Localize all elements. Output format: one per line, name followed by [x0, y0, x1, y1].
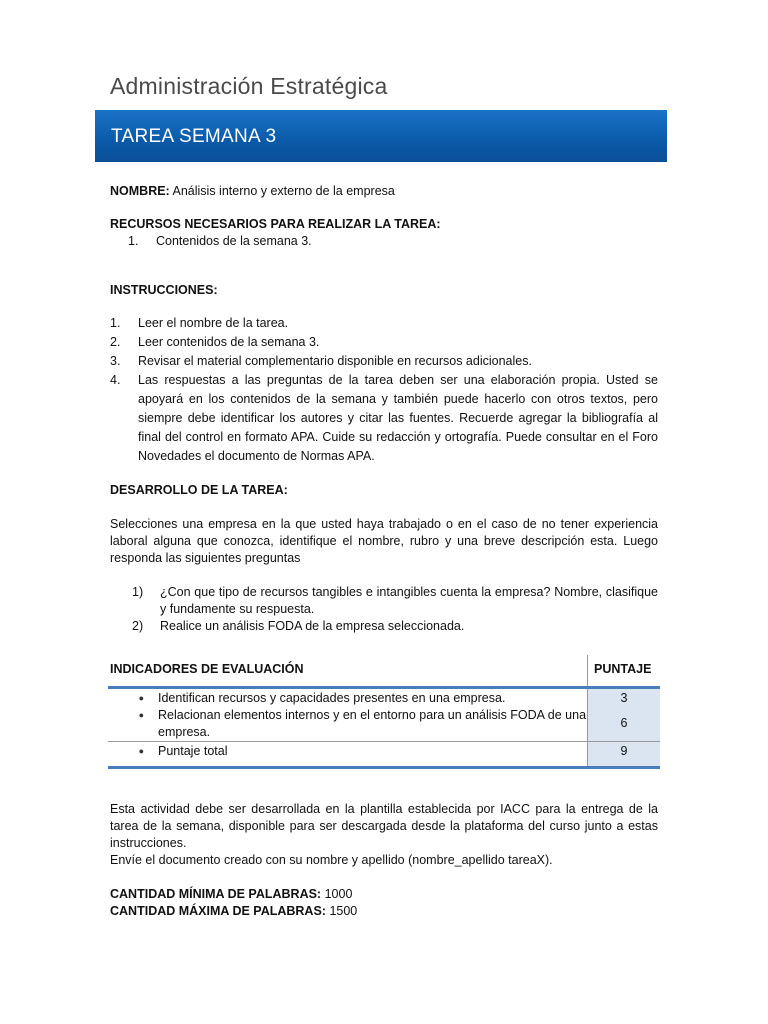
header-puntaje: PUNTAJE [588, 655, 661, 688]
list-text: Revisar el material complementario disponible en recursos adicionales. [138, 354, 532, 368]
instrucciones-heading: INSTRUCCIONES: [110, 283, 218, 297]
desarrollo-heading: DESARROLLO DE LA TAREA: [110, 483, 288, 497]
list-number: 2. [110, 335, 121, 349]
list-text: ¿Con que tipo de recursos tangibles e intangibles cuenta la empresa? Nombre, clasifique y fundamente su respuesta. [160, 585, 658, 616]
list-item [110, 333, 658, 352]
table-row [108, 688, 660, 742]
bullet-icon: ● [138, 710, 144, 720]
course-title: Administración Estratégica [110, 73, 388, 99]
list-number: 1) [132, 585, 144, 599]
evaluation-table [108, 655, 660, 769]
list-item [108, 707, 587, 741]
min-words-label: CANTIDAD MÍNIMA DE PALABRAS: [110, 887, 322, 901]
max-words-line [110, 903, 658, 920]
list-text: Leer contenidos de la semana 3. [138, 335, 320, 349]
document-body [110, 183, 658, 920]
preguntas-list [110, 584, 658, 635]
recursos-list [110, 233, 658, 250]
list-item [110, 371, 658, 466]
list-item [110, 618, 658, 635]
list-number: 1. [110, 316, 121, 330]
nombre-line [110, 183, 658, 200]
indicator-text: Relacionan elementos internos y en el entorno para un análisis FODA de una empresa. [158, 708, 587, 739]
indicator-cell [108, 742, 588, 768]
score-cell [588, 688, 661, 742]
total-score: 9 [588, 742, 661, 768]
list-item [110, 352, 658, 371]
recursos-heading: RECURSOS NECESARIOS PARA REALIZAR LA TAREA: [110, 217, 441, 231]
score-value: 3 [620, 691, 628, 705]
indicator-cell [108, 688, 588, 742]
min-words-line [110, 886, 658, 903]
desarrollo-intro: Selecciones una empresa en la que usted haya trabajado o en el caso de no tener experiencia laboral alguna que conozca, identifique el nombre, rubro y una breve descripción esta. Luego responda las siguientes preguntas [110, 517, 658, 565]
list-item [110, 233, 658, 250]
list-item [110, 314, 658, 333]
nombre-label: NOMBRE: [110, 184, 170, 198]
list-text: Realice un análisis FODA de la empresa seleccionada. [160, 619, 465, 633]
max-words-value: 1500 [329, 904, 358, 918]
list-item [108, 742, 587, 760]
banner-title: TAREA SEMANA 3 [111, 126, 277, 147]
table-row-total [108, 742, 660, 768]
bullet-icon: ● [138, 693, 144, 703]
list-item [110, 584, 658, 618]
footer-paragraph: Esta actividad debe ser desarrollada en la plantilla establecida por IACC para la entrega de la tarea de la semana, disponible para ser descargada desde la plataforma del curso junto a estas instrucciones. [110, 802, 658, 850]
footer-paragraph-2: Envíe el documento creado con su nombre y apellido (nombre_apellido tareaX). [110, 853, 553, 867]
task-banner [95, 110, 667, 162]
total-text: Puntaje total [158, 744, 228, 758]
instrucciones-list [110, 314, 658, 466]
list-item [108, 690, 587, 707]
score-value: 6 [620, 716, 628, 730]
list-text: Las respuestas a las preguntas de la tarea deben ser una elaboración propia. Usted se apoyará en los contenidos de la semana y también puede hacerlo con otros textos, pero siempre debe identificar los autores y citar las fuentes. Recuerde agregar la bibliografía al final del control en formato APA. Cuide su redacción y ortografía. Puede consultar en el Foro Novedades el documento de Normas APA. [138, 373, 658, 463]
nombre-value: Análisis interno y externo de la empresa [172, 184, 395, 198]
list-text: Contenidos de la semana 3. [156, 234, 312, 248]
list-number: 4. [110, 373, 121, 387]
list-text: Leer el nombre de la tarea. [138, 316, 289, 330]
list-number: 1. [128, 234, 139, 248]
list-number: 2) [132, 619, 144, 633]
max-words-label: CANTIDAD MÁXIMA DE PALABRAS: [110, 904, 326, 918]
indicator-text: Identifican recursos y capacidades presentes en una empresa. [158, 691, 506, 705]
min-words-value: 1000 [324, 887, 353, 901]
table-header-row [108, 655, 660, 688]
header-indicadores: INDICADORES DE EVALUACIÓN [110, 662, 304, 676]
list-number: 3. [110, 354, 121, 368]
bullet-icon: ● [138, 746, 144, 756]
